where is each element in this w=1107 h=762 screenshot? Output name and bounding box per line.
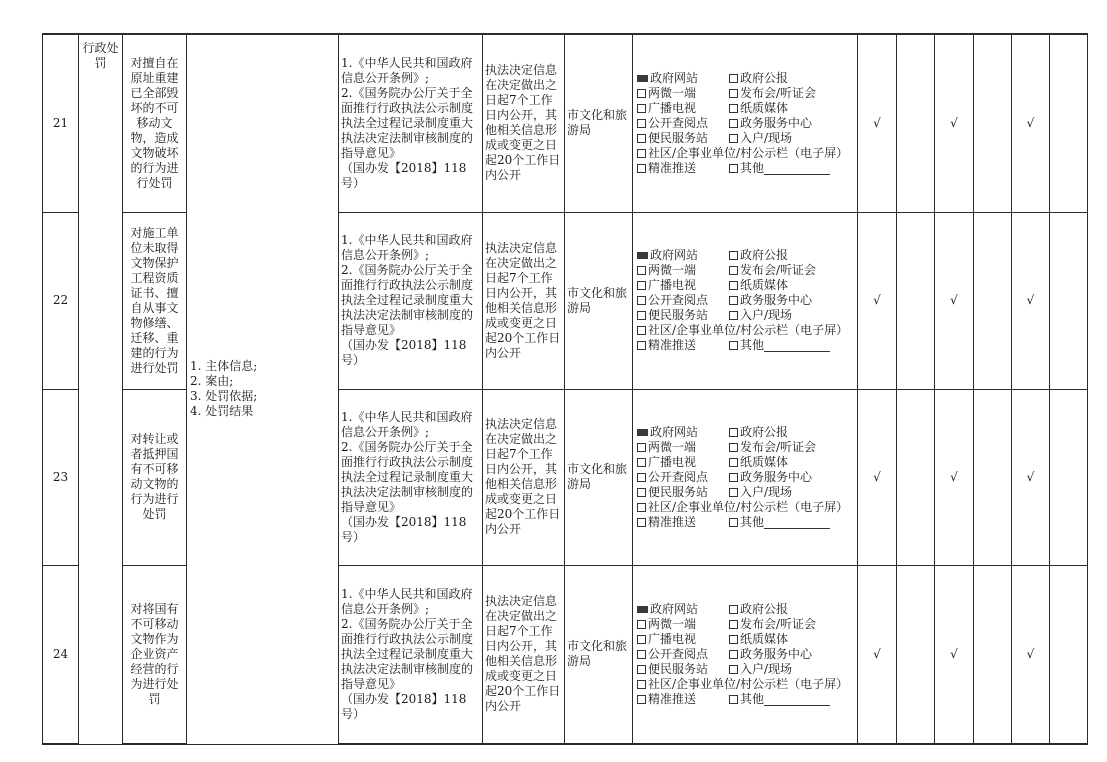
other-blank [764,693,830,706]
checkbox-icon [729,134,738,143]
checkbox-icon [637,164,646,173]
check-mark: √ [935,34,974,212]
check-mark: √ [858,565,897,744]
time-cell [483,389,565,565]
checkbox-icon [729,296,738,305]
checkbox-icon [637,503,646,512]
checkbox-icon [729,281,738,290]
empty-cell [974,34,1012,212]
time-text: 执法决定信息在决定做出之日起7个工作日内公开，其他相关信息形成或变更之日起20个工作日内公开 [485,63,561,183]
empty-cell [897,565,935,744]
checkbox-icon [729,518,738,527]
checkbox-icon [637,296,646,305]
checkbox-icon [729,443,738,452]
checkbox-icon [729,266,738,275]
basis-cell [339,212,483,389]
checkbox-icon [729,341,738,350]
channel-cell: 政府网站 政府公报 两微一端 发布会/听证会 广播电视 纸质媒体 公开查阅点 政务服务中心 便民服务站 入户/现场 社区/企事业单位/村公示栏（电子屏） 精准推送 其他 [633,34,858,212]
check-mark: √ [1012,389,1050,565]
time-text: 执法决定信息在决定做出之日起7个工作日内公开，其他相关信息形成或变更之日起20个工作日内公开 [485,594,561,714]
content-line: 3. 处罚依据; [190,389,258,404]
checkbox-icon [637,266,646,275]
checkbox-icon [729,164,738,173]
check-mark: √ [1012,212,1050,389]
empty-cell [974,389,1012,565]
check-mark: √ [935,565,974,744]
checkbox-icon [637,488,646,497]
check-mark: √ [1012,565,1050,744]
checkbox-icon [729,458,738,467]
checked-box-icon [637,252,648,259]
checkbox-icon [637,458,646,467]
row-number: 24 [43,565,79,744]
basis-text: 1.《中华人民共和国政府信息公开条例》; 2.《国务院办公厅关于全面推行行政执法公示制度执法全过程记录制度重大执法决定法制审核制度的指导意见》 （国办发【2018】118号） [341,586,474,721]
check-mark: √ [858,389,897,565]
item-name: 对施工单位未取得文物保护工程资质证书、擅自从事文物修缮、迁移、重建的行为进行处罚 [123,212,187,389]
subject-cell: 市文化和旅游局 [565,565,633,744]
other-blank [764,339,830,352]
checked-box-icon [637,75,648,82]
checkbox-icon [729,605,738,614]
time-text: 执法决定信息在决定做出之日起7个工作日内公开，其他相关信息形成或变更之日起20个工作日内公开 [485,417,561,536]
checkbox-icon [729,119,738,128]
checkbox-icon [729,89,738,98]
checkbox-icon [729,428,738,437]
subject-cell: 市文化和旅游局 [565,34,633,212]
checkbox-icon [637,326,646,335]
checkbox-icon [729,635,738,644]
time-cell [483,34,565,212]
empty-cell [897,34,935,212]
content-line: 4. 处罚结果 [190,404,254,419]
check-mark: √ [858,212,897,389]
disclosure-table [42,33,1088,745]
content-cell [187,34,339,744]
item-name: 对转让或者抵押国有不可移动文物的行为进行处罚 [123,389,187,565]
item-name: 对将国有不可移动文物作为企业资产经营的行为进行处罚 [123,565,187,744]
checkbox-icon [637,134,646,143]
checked-box-icon [637,429,648,436]
checkbox-icon [729,251,738,260]
checkbox-icon [637,119,646,128]
basis-text: 1.《中华人民共和国政府信息公开条例》; 2.《国务院办公厅关于全面推行行政执法公示制度执法全过程记录制度重大执法决定法制审核制度的指导意见》 （国办发【2018】118号） [341,233,474,367]
checkbox-icon [637,650,646,659]
content-line: 1. 主体信息; [190,359,258,374]
content-line: 2. 案由; [190,374,234,389]
checkbox-icon [637,89,646,98]
row-number: 21 [43,34,79,212]
channel-cell: 政府网站 政府公报 两微一端 发布会/听证会 广播电视 纸质媒体 公开查阅点 政务服务中心 便民服务站 入户/现场 社区/企事业单位/村公示栏（电子屏） 精准推送 其他 [633,212,858,389]
checkbox-icon [637,620,646,629]
category-cell [79,34,123,744]
item-name: 对擅自在原址重建已全部毁坏的不可移动文物，造成文物破坏的行为进行处罚 [123,34,187,212]
checkbox-icon [637,665,646,674]
checkbox-icon [729,620,738,629]
table-row [43,34,1088,212]
empty-cell [974,212,1012,389]
check-mark: √ [1012,34,1050,212]
checkbox-icon [729,695,738,704]
checkbox-icon [637,341,646,350]
empty-cell [897,212,935,389]
checkbox-icon [729,665,738,674]
checkbox-icon [729,488,738,497]
checkbox-icon [637,104,646,113]
empty-cell [1050,389,1088,565]
empty-cell [1050,565,1088,744]
other-blank [764,162,830,175]
basis-cell [339,34,483,212]
check-mark: √ [935,389,974,565]
checkbox-icon [729,74,738,83]
empty-cell [1050,212,1088,389]
other-blank [764,516,830,529]
empty-cell [1050,34,1088,212]
empty-cell [897,389,935,565]
checkbox-icon [729,650,738,659]
checkbox-icon [729,104,738,113]
channel-cell: 政府网站 政府公报 两微一端 发布会/听证会 广播电视 纸质媒体 公开查阅点 政务服务中心 便民服务站 入户/现场 社区/企事业单位/村公示栏（电子屏） 精准推送 其他 [633,565,858,744]
checkbox-icon [637,473,646,482]
checkbox-icon [729,311,738,320]
checkbox-icon [637,635,646,644]
checked-box-icon [637,606,648,613]
subject-cell: 市文化和旅游局 [565,389,633,565]
empty-cell [974,565,1012,744]
checkbox-icon [637,680,646,689]
time-cell [483,565,565,744]
checkbox-icon [637,518,646,527]
checkbox-icon [637,695,646,704]
time-cell [483,212,565,389]
basis-text: 1.《中华人民共和国政府信息公开条例》; 2.《国务院办公厅关于全面推行行政执法公示制度执法全过程记录制度重大执法决定法制审核制度的指导意见》 （国办发【2018】118号） [341,409,474,544]
basis-text: 1.《中华人民共和国政府信息公开条例》; 2.《国务院办公厅关于全面推行行政执法公示制度执法全过程记录制度重大执法决定法制审核制度的指导意见》 （国办发【2018】118号） [341,55,474,190]
subject-cell: 市文化和旅游局 [565,212,633,389]
check-mark: √ [935,212,974,389]
checkbox-icon [729,473,738,482]
basis-cell [339,389,483,565]
channel-cell: 政府网站 政府公报 两微一端 发布会/听证会 广播电视 纸质媒体 公开查阅点 政务服务中心 便民服务站 入户/现场 社区/企事业单位/村公示栏（电子屏） 精准推送 其他 [633,389,858,565]
checkbox-icon [637,443,646,452]
basis-cell [339,565,483,744]
checkbox-icon [637,149,646,158]
check-mark: √ [858,34,897,212]
time-text: 执法决定信息在决定做出之日起7个工作日内公开，其他相关信息形成或变更之日起20个工作日内公开 [485,240,561,360]
row-number: 22 [43,212,79,389]
checkbox-icon [637,311,646,320]
checkbox-icon [637,281,646,290]
row-number: 23 [43,389,79,565]
category-text: 行政处罚 [82,41,119,70]
